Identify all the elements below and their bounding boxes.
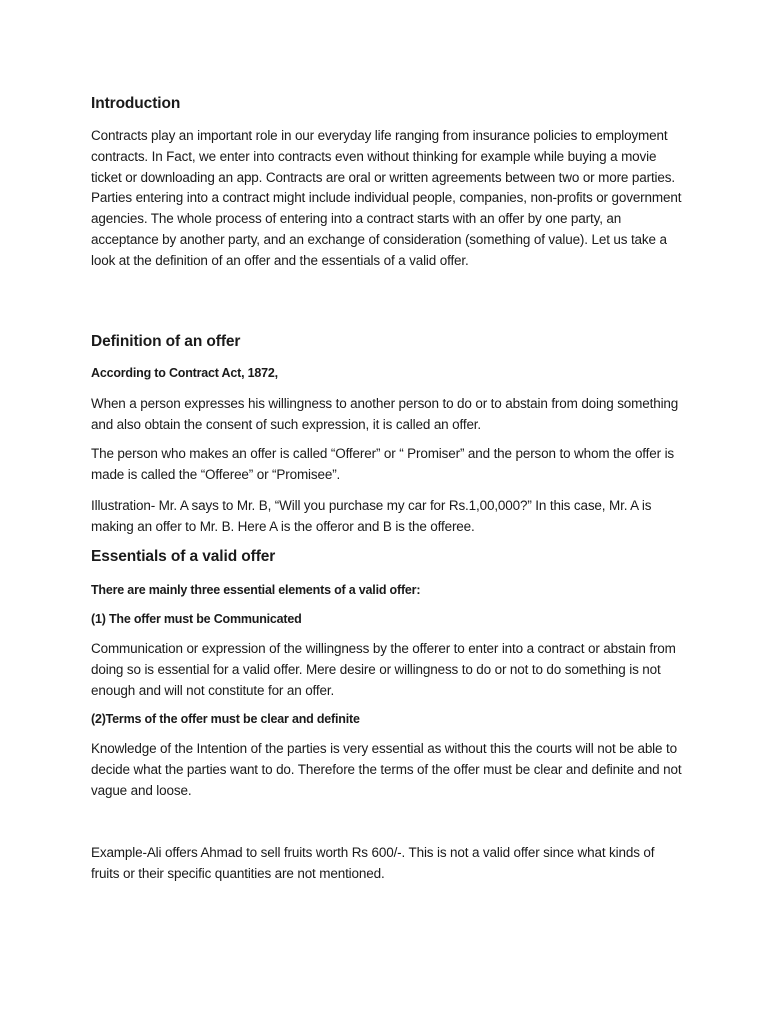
essentials-item-1-paragraph: Communication or expression of the willingness by the offerer to enter into a contract or abstain from doing so is essential for a valid offer. Mere desire or willingness to do or not to do something is not enough and will not constitute for an offer. xyxy=(91,641,676,698)
definition-paragraph-2: The person who makes an offer is called “Offerer” or “ Promiser” and the person to whom the offer is made is called the “Offeree” or “Promisee”. xyxy=(91,446,675,482)
essentials-item-2-heading: (2)Terms of the offer must be clear and definite xyxy=(91,712,360,726)
essentials-example: Example-Ali offers Ahmad to sell fruits worth Rs 600/-. This is not a valid offer since what kinds of fruits or their specific quantities are not mentioned. xyxy=(91,845,655,881)
essentials-heading: Essentials of a valid offer xyxy=(91,548,276,565)
essentials-item-1-heading: (1) The offer must be Communicated xyxy=(91,612,302,626)
definition-subheading: According to Contract Act, 1872, xyxy=(91,366,278,380)
introduction-heading: Introduction xyxy=(91,95,181,112)
definition-paragraph-1: When a person expresses his willingness to another person to do or to abstain from doing something and also obtain the consent of such expression, it is called an offer. xyxy=(91,396,679,432)
essentials-item-2-paragraph: Knowledge of the Intention of the parties is very essential as without this the courts will not be able to decide what the parties want to do. Therefore the terms of the offer must be clear and definite and not vague and loose. xyxy=(91,741,682,798)
definition-paragraph-3: Illustration- Mr. A says to Mr. B, “Will you purchase my car for Rs.1,00,000?” In this case, Mr. A is making an offer to Mr. B. Here A is the offeror and B is the offeree. xyxy=(91,498,652,534)
introduction-paragraph: Contracts play an important role in our everyday life ranging from insurance policies to employment contracts. In Fact, we enter into contracts even without thinking for example while buying a movie ticket or downloading an app. Contracts are oral or written agreements between two or more parties. Parties entering into a contract might include individual people, companies, non-profits or government agencies. The whole process of entering into a contract starts with an offer by one party, an acceptance by another party, and an exchange of consideration (something of value). Let us take a look at the definition of an offer and the essentials of a valid offer. xyxy=(91,128,682,268)
definition-heading: Definition of an offer xyxy=(91,333,241,350)
essentials-intro: There are mainly three essential elements of a valid offer: xyxy=(91,583,421,597)
